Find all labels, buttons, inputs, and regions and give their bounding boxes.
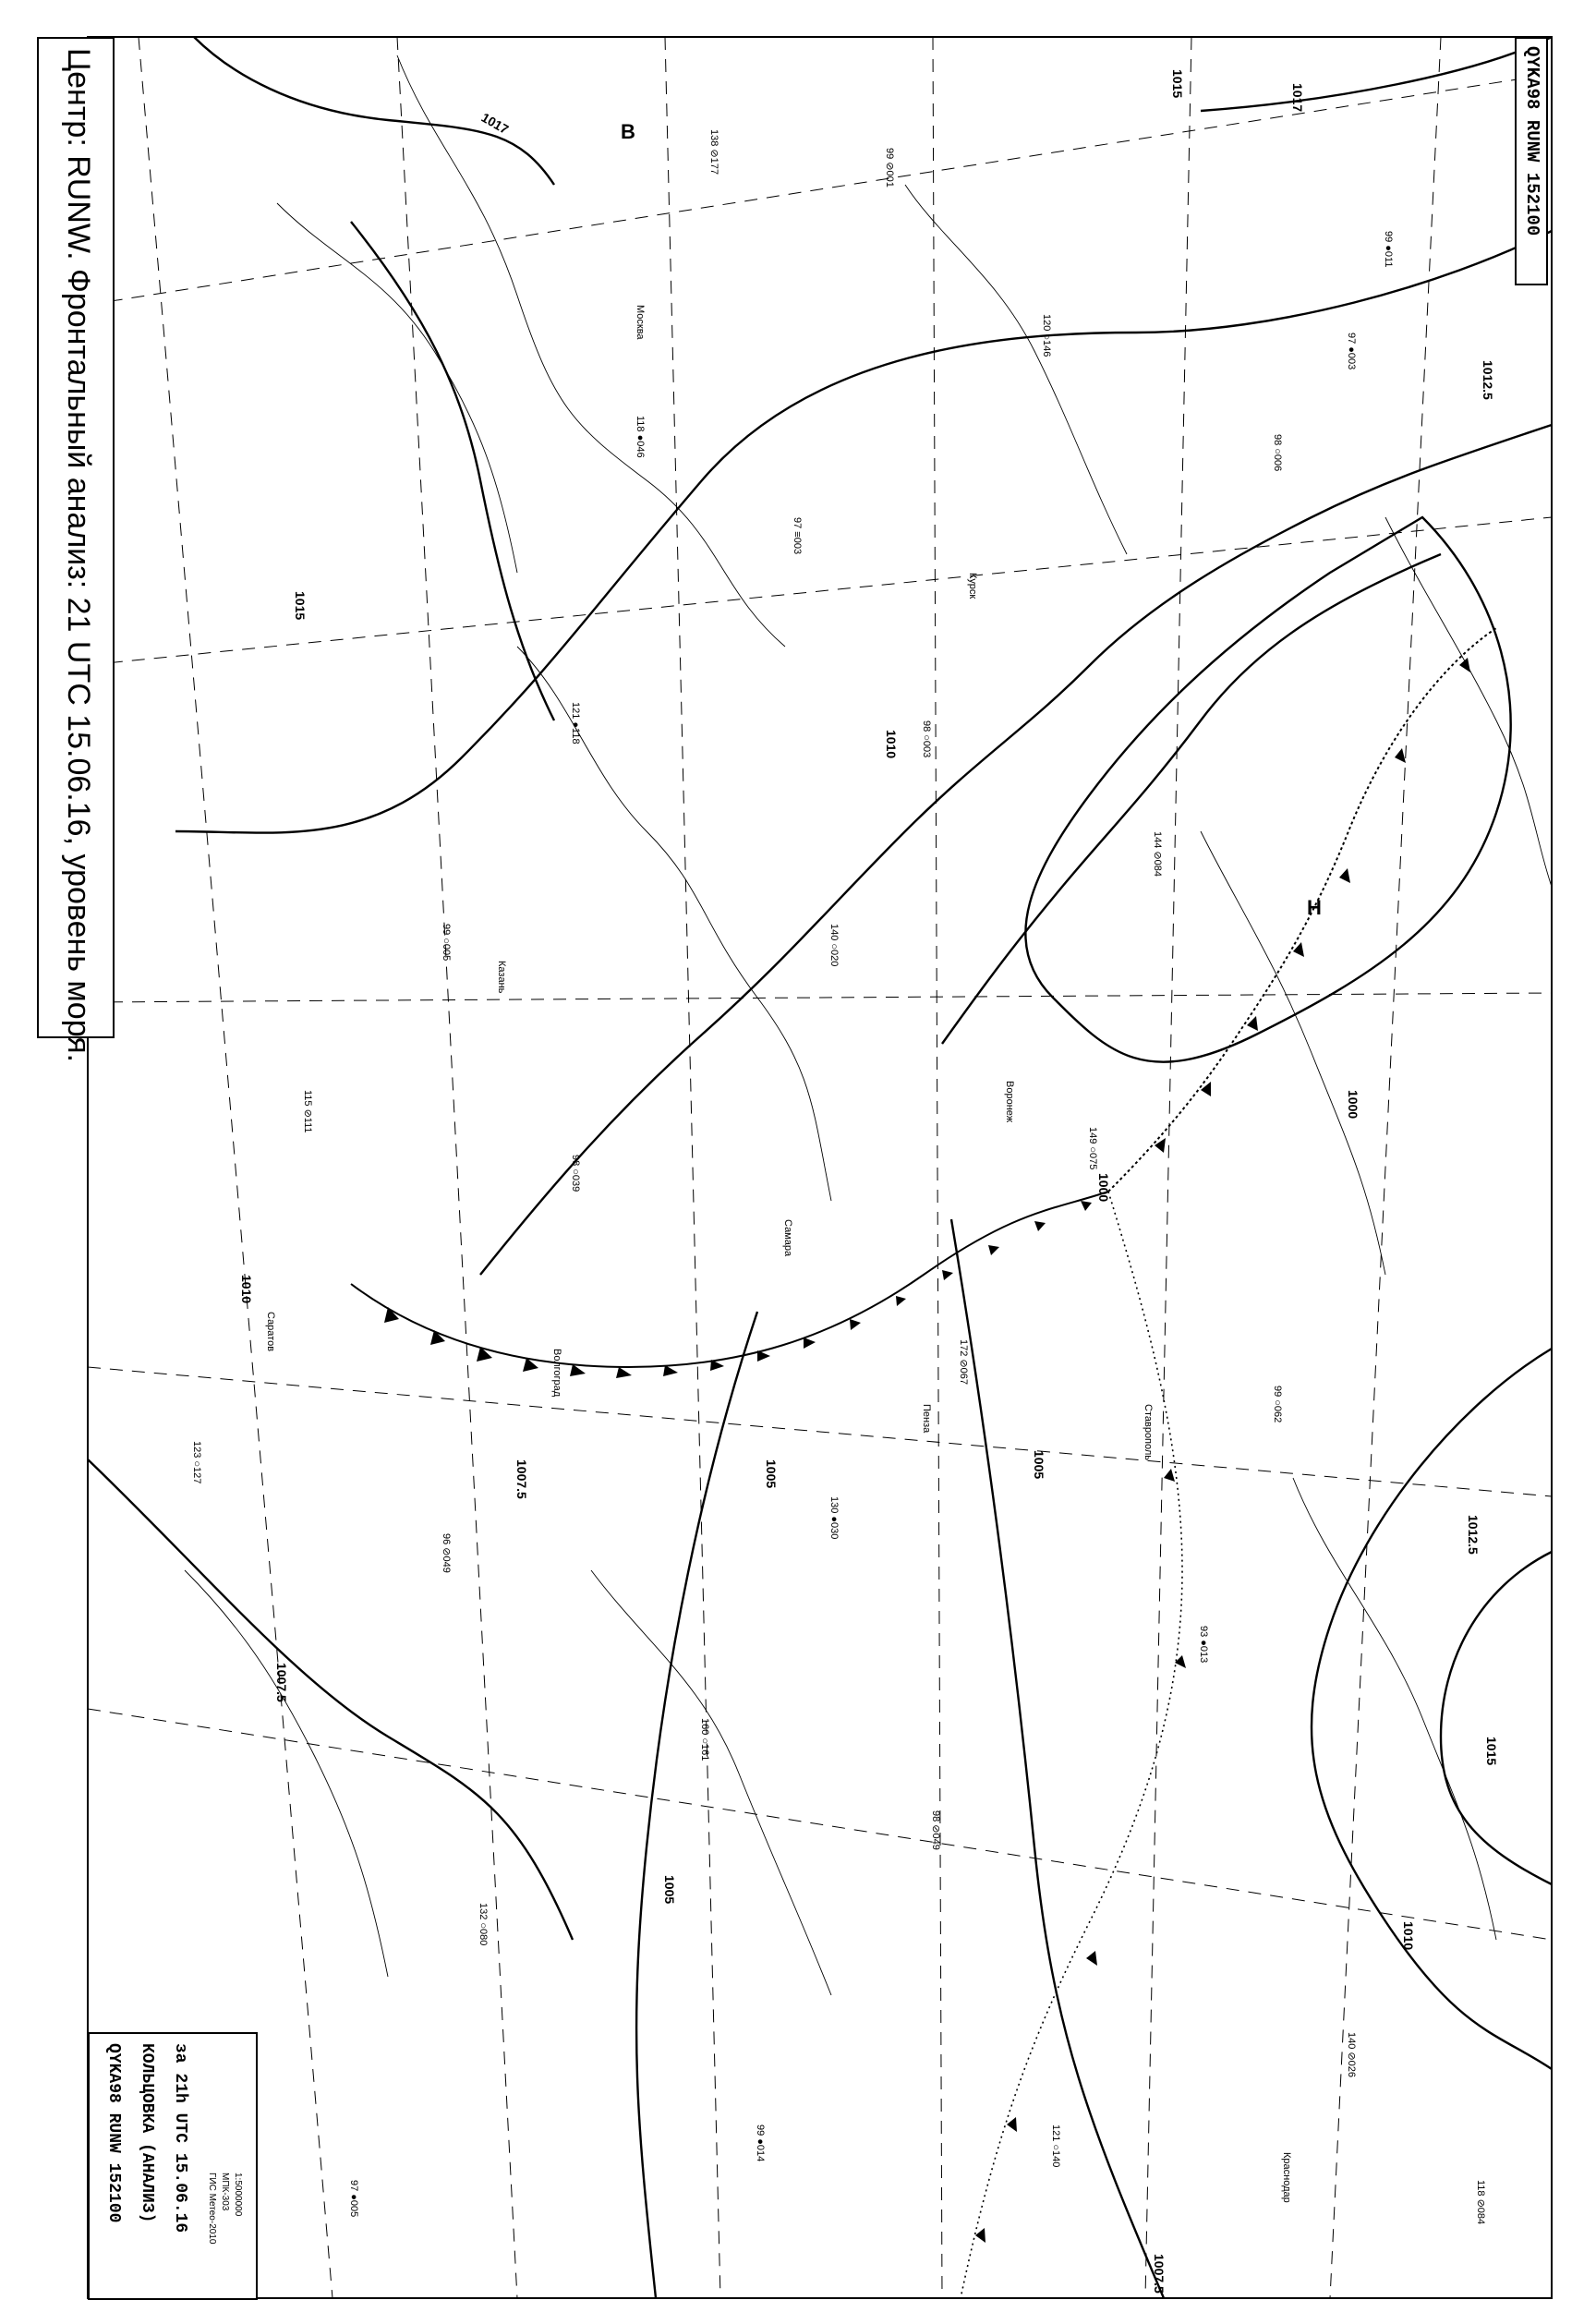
isobar-label: 1007.5 [1152, 2254, 1167, 2294]
stamp-meta-3: 1:5000000 [233, 2173, 243, 2217]
isobar-label: 1000 [1096, 1173, 1111, 1203]
isobar-label: 1010 [239, 1275, 254, 1304]
header-code-box [1515, 37, 1548, 285]
station-obs: 97 ●005 [348, 2180, 359, 2218]
station-obs: 118 ●046 [635, 416, 646, 458]
station-obs: 121 ●118 [570, 702, 581, 744]
station-obs: 172 ⊘067 [958, 1339, 969, 1385]
isobar-label: 1010 [1401, 1921, 1416, 1951]
map-title: Центр: RUNW. Фронтальный анализ: 21 UTC 15.06.16, уровень моря. [61, 48, 96, 1063]
station-obs: 149 ○075 [1087, 1127, 1098, 1170]
station-obs: 96 ⊘049 [441, 1533, 452, 1573]
high-center-label: В [621, 120, 635, 143]
stamp-code: QYKA98 RUNW 152100 [104, 2043, 123, 2223]
station-obs: 99 ●014 [755, 2124, 766, 2162]
station-name: Волгоград [551, 1349, 562, 1398]
station-obs: 93 ●013 [1198, 1626, 1209, 1664]
station-name: Самара [782, 1219, 793, 1257]
station-name: Воронеж [1004, 1081, 1015, 1123]
station-obs: 98 ○003 [921, 720, 932, 758]
isobar-label: 1007.5 [274, 1663, 289, 1702]
station-obs: 99 ○062 [1272, 1386, 1283, 1423]
station-obs: 121 ○140 [1050, 2124, 1061, 2168]
station-name: Саратов [265, 1312, 276, 1352]
station-name: Краснодар [1281, 2152, 1292, 2203]
station-obs: 144 ⊘084 [1152, 831, 1163, 877]
station-obs: 130 ●030 [828, 1496, 840, 1540]
station-obs: 115 ⊘111 [302, 1090, 313, 1133]
isobar-label: 1015 [1170, 69, 1185, 99]
station-obs: 140 ⊘026 [1346, 2032, 1357, 2077]
isobar-label: 1017 [1290, 83, 1305, 113]
isobar-label: 1015 [1484, 1737, 1499, 1766]
isobar-label: 1017 [478, 109, 512, 138]
isobar-label: 1005 [662, 1875, 677, 1905]
low-center-label: Н [1307, 896, 1322, 919]
stamp-time: за 21h UTC 15.06.16 [171, 2043, 189, 2233]
station-obs: 140 ○020 [828, 924, 840, 967]
station-obs: 118 ⊘084 [1475, 2180, 1486, 2225]
isobar-label: 1005 [1032, 1450, 1046, 1480]
station-obs: 98 ○006 [1272, 434, 1283, 472]
station-obs: 97 ≡003 [792, 517, 803, 555]
station-obs: 160 ○161 [699, 1718, 710, 1761]
station-obs: 138 ⊘177 [708, 129, 719, 175]
isobar-label: 1010 [884, 730, 899, 759]
station-obs: 99 ●011 [1383, 231, 1394, 268]
map-stamp [88, 2032, 258, 2300]
station-obs: 98 ⊘049 [930, 1810, 941, 1850]
station-name: Казань [496, 961, 507, 994]
station-obs: 98 ○039 [570, 1155, 581, 1192]
stamp-meta-1: ГИС Метео-2010 [207, 2173, 217, 2245]
isobar-label: 1012.5 [1481, 360, 1495, 400]
isobar-label: 1000 [1346, 1090, 1360, 1120]
station-obs: 99 ○005 [441, 924, 452, 962]
isobar-label: 1007.5 [514, 1459, 529, 1499]
station-obs: 99 ⊘001 [884, 148, 895, 188]
header-code: QYKA98 RUNW 152100 [1522, 46, 1542, 236]
title-box [37, 37, 115, 1063]
station-obs: 97 ●003 [1346, 333, 1357, 370]
station-obs: 120 ○146 [1041, 314, 1052, 357]
isobar-label: 1015 [293, 591, 308, 621]
station-name: Ставрополь [1143, 1404, 1154, 1461]
station-name: Курск [967, 573, 978, 599]
isobar-label: 1005 [764, 1459, 779, 1489]
station-obs: 123 ○127 [191, 1441, 202, 1484]
station-name: Москва [635, 305, 646, 340]
isobar-label: 1012.5 [1466, 1515, 1481, 1555]
stamp-title: КОЛЬЦОВКА (АНАЛИЗ) [138, 2043, 156, 2223]
station-obs: 132 ○080 [478, 1903, 489, 1946]
stamp-meta-2: МПК-303 [220, 2173, 230, 2211]
station-name: Пенза [921, 1404, 932, 1434]
